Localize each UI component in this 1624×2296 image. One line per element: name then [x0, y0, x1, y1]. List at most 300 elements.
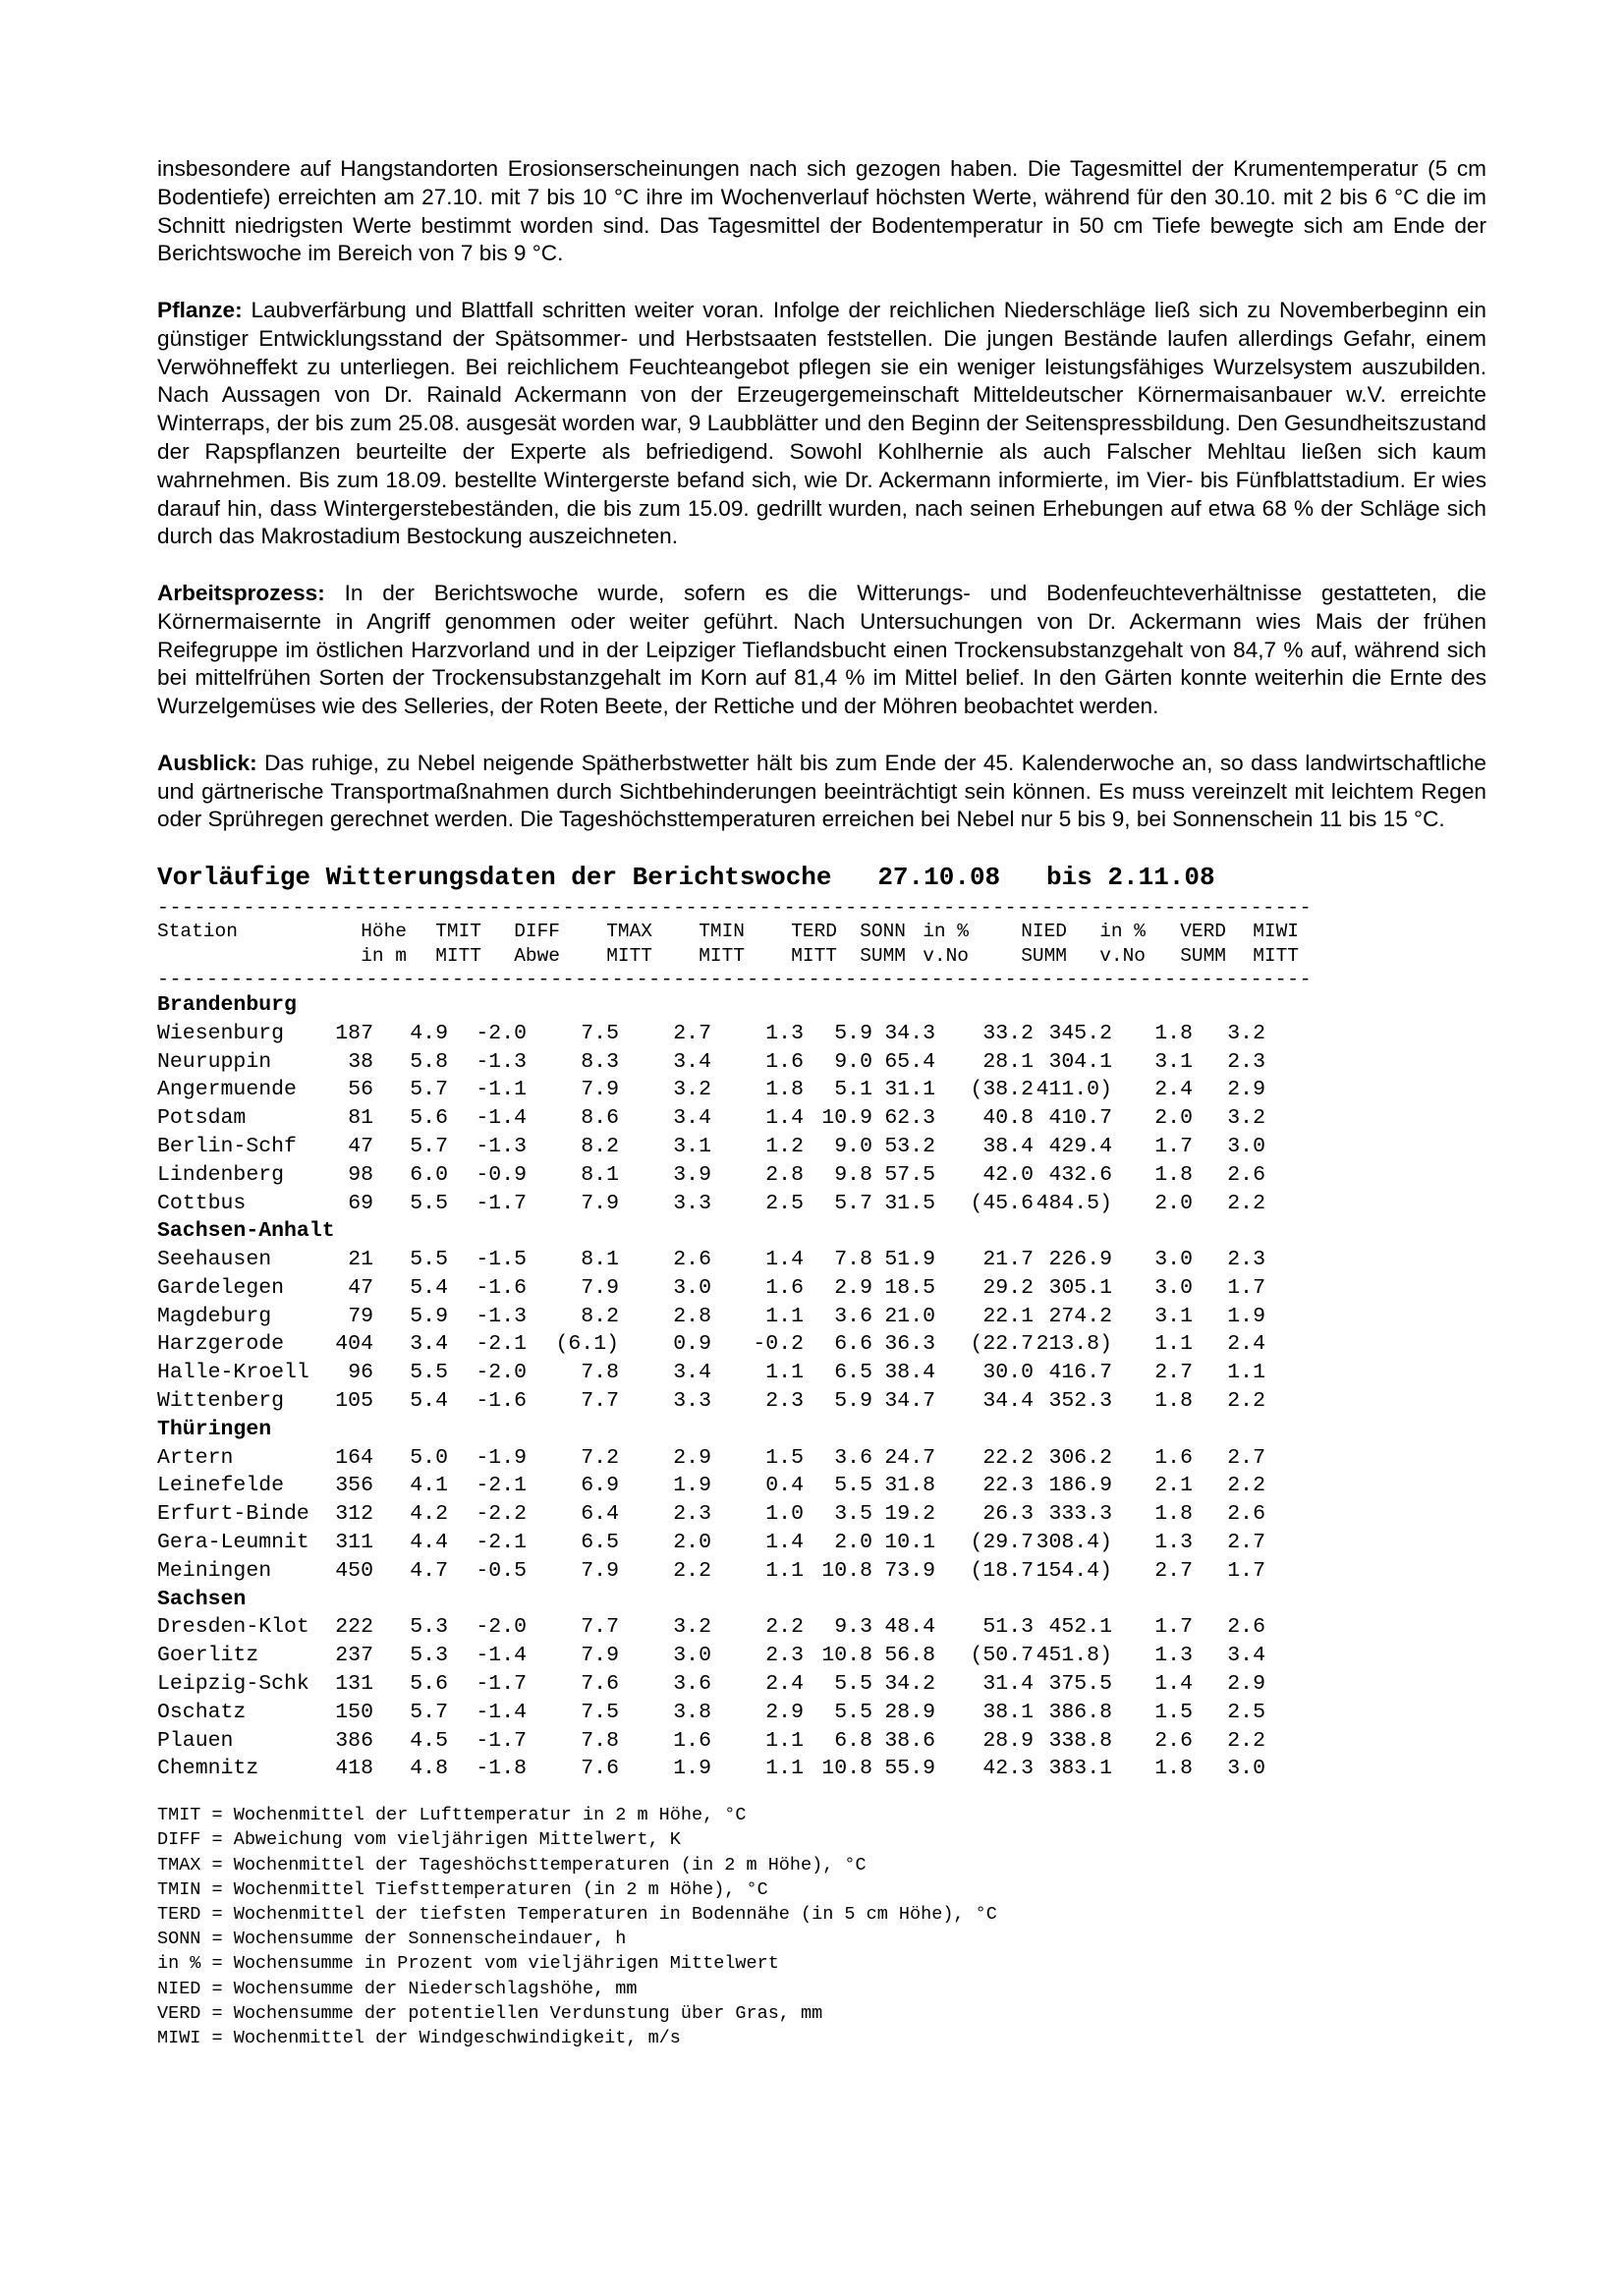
header-cell: VERD — [1180, 920, 1226, 942]
data-cell: 2.4 — [765, 1672, 804, 1697]
data-cell: 5.3 — [410, 1644, 448, 1668]
header-cell: Station — [157, 920, 238, 942]
data-cell: 3.6 — [834, 1445, 872, 1470]
data-cell: 3.0 — [673, 1275, 711, 1300]
data-cell: 5.8 — [410, 1049, 448, 1074]
data-cell: 18.5 — [884, 1275, 935, 1300]
data-cell: 2.2 — [765, 1615, 804, 1640]
data-cell: 432.6 — [1048, 1162, 1112, 1187]
data-cell: 19.2 — [884, 1502, 935, 1527]
table-row — [157, 1670, 1363, 1699]
legend-line: TERD = Wochenmittel der tiefsten Temperaturen in Bodennähe (in 5 cm Höhe), °C — [157, 1904, 997, 1926]
data-cell: -1.6 — [476, 1389, 527, 1414]
data-cell: 1.6 — [765, 1049, 804, 1074]
data-cell: 21 — [348, 1248, 373, 1272]
data-cell: 311 — [335, 1531, 373, 1555]
weather-data-table — [157, 898, 1363, 1783]
data-cell: 10.8 — [821, 1757, 872, 1781]
data-cell: 2.4 — [1154, 1078, 1193, 1102]
header-cell: Abwe — [514, 945, 560, 968]
data-cell: 21.0 — [884, 1304, 935, 1328]
data-cell: -1.3 — [476, 1304, 527, 1328]
data-cell: 56.8 — [884, 1644, 935, 1668]
data-cell: 3.0 — [1154, 1275, 1193, 1300]
data-cell: 65.4 — [884, 1049, 935, 1074]
data-cell: 2.1 — [1154, 1474, 1193, 1498]
data-cell: 187 — [335, 1021, 373, 1045]
data-cell: 81 — [348, 1106, 373, 1131]
data-cell: 306.2 — [1048, 1445, 1112, 1470]
data-cell: 352.3 — [1048, 1389, 1112, 1414]
data-cell: 7.9 — [581, 1078, 619, 1102]
report-text — [157, 155, 1486, 834]
data-cell: 5.6 — [410, 1672, 448, 1697]
data-cell: 2.5 — [1227, 1700, 1265, 1724]
data-cell: 2.5 — [765, 1191, 804, 1215]
station-name: Berlin-Schf — [157, 1134, 297, 1158]
data-cell: 2.3 — [765, 1389, 804, 1414]
data-cell: 3.4 — [673, 1049, 711, 1074]
data-cell: 416.7 — [1048, 1361, 1112, 1385]
data-cell: 3.2 — [673, 1078, 711, 1102]
state-heading: Sachsen-Anhalt — [157, 1219, 335, 1244]
data-cell: 34.3 — [884, 1021, 935, 1045]
data-cell: -1.7 — [476, 1672, 527, 1697]
data-cell: 1.7 — [1154, 1134, 1193, 1158]
data-cell: 7.6 — [581, 1672, 619, 1697]
data-cell: 2.2 — [1227, 1389, 1265, 1414]
data-cell: 7.8 — [834, 1248, 872, 1272]
station-name: Magdeburg — [157, 1304, 272, 1328]
data-cell: 3.4 — [410, 1332, 448, 1357]
data-cell: 4.8 — [410, 1757, 448, 1781]
header-cell: v.No — [1099, 945, 1146, 968]
data-cell: 1.9 — [673, 1757, 711, 1781]
data-cell: 38 — [348, 1049, 373, 1074]
paragraph — [157, 750, 1486, 834]
legend-line: DIFF = Abweichung vom vieljährigen Mittelwert, K — [157, 1829, 681, 1851]
data-cell: 3.0 — [673, 1644, 711, 1668]
data-cell: 2.2 — [1227, 1191, 1265, 1215]
data-cell: 5.7 — [410, 1700, 448, 1724]
data-cell: 2.6 — [1154, 1728, 1193, 1753]
data-cell: 5.4 — [410, 1389, 448, 1414]
data-cell: 305.1 — [1048, 1275, 1112, 1300]
data-cell: -1.7 — [476, 1728, 527, 1753]
station-name: Goerlitz — [157, 1644, 259, 1668]
data-cell: 2.2 — [1227, 1728, 1265, 1753]
header-cell: MITT — [1253, 945, 1299, 968]
data-cell: 0.9 — [673, 1332, 711, 1357]
data-cell: 5.9 — [834, 1021, 872, 1045]
data-cell: 22.3 — [982, 1474, 1034, 1498]
data-cell: 3.4 — [673, 1106, 711, 1131]
data-cell: 3.3 — [673, 1389, 711, 1414]
data-cell: (6.1) — [555, 1332, 619, 1357]
data-cell: 1.5 — [765, 1445, 804, 1470]
data-cell: 4.5 — [410, 1728, 448, 1753]
table-row — [157, 1104, 1363, 1133]
table-row — [157, 1557, 1363, 1586]
data-cell: -0.9 — [476, 1162, 527, 1187]
data-cell: 0.4 — [765, 1474, 804, 1498]
header-cell: SUMM — [1021, 945, 1067, 968]
header-cell: MITT — [606, 945, 652, 968]
paragraph-heading: Ausblick: — [157, 750, 257, 775]
table-row — [157, 1642, 1363, 1670]
table-date-to: 2.11.08 — [1107, 862, 1215, 892]
data-cell: 38.1 — [982, 1700, 1034, 1724]
paragraph-text: Das ruhige, zu Nebel neigende Spätherbstwetter hält bis zum Ende der 45. Kalenderwoche an, so dass landwirtschaftliche und gärtnerische Transportmaßnahmen durch Sichtbehinderungen beeinträchtigt sein können. Es muss vereinzelt mit leichtem Regen oder Sprühregen gerechnet werden. Die Tageshöchsttemperaturen erreichen bei Nebel nur 5 bis 9, bei Sonnenschein 11 bis 15 °C. — [157, 750, 1486, 832]
data-cell: 1.7 — [1227, 1558, 1265, 1583]
data-cell: 5.5 — [410, 1361, 448, 1385]
data-cell: -1.3 — [476, 1049, 527, 1074]
data-cell: 1.4 — [765, 1248, 804, 1272]
data-cell: 2.0 — [834, 1531, 872, 1555]
data-cell: 2.9 — [1227, 1672, 1265, 1697]
station-name: Artern — [157, 1445, 234, 1470]
data-cell: 1.8 — [1154, 1021, 1193, 1045]
data-cell: 5.5 — [410, 1248, 448, 1272]
header-cell: NIED — [1021, 920, 1067, 942]
data-cell: 2.2 — [1227, 1474, 1265, 1498]
data-cell: -2.2 — [476, 1502, 527, 1527]
data-cell: 1.9 — [1227, 1304, 1265, 1328]
data-cell: 164 — [335, 1445, 373, 1470]
data-cell: 3.1 — [1154, 1049, 1193, 1074]
table-row — [157, 1529, 1363, 1557]
data-cell: 9.3 — [834, 1615, 872, 1640]
data-cell: 5.9 — [834, 1389, 872, 1414]
data-cell: 26.3 — [982, 1502, 1034, 1527]
data-cell: 96 — [348, 1361, 373, 1385]
data-cell: 40.8 — [982, 1106, 1034, 1131]
data-cell: 105 — [335, 1389, 373, 1414]
data-cell: -1.4 — [476, 1106, 527, 1131]
data-cell: 2.3 — [1227, 1248, 1265, 1272]
legend-line: TMIN = Wochenmittel Tiefsttemperaturen (in 2 m Höhe), °C — [157, 1878, 768, 1900]
data-cell: 31.4 — [982, 1672, 1034, 1697]
data-cell: 2.8 — [765, 1162, 804, 1187]
data-cell: 1.1 — [765, 1757, 804, 1781]
station-name: Dresden-Klot — [157, 1615, 309, 1640]
table-row — [157, 1274, 1363, 1303]
data-cell: 4.2 — [410, 1502, 448, 1527]
data-cell: 21.7 — [982, 1248, 1034, 1272]
table-row — [157, 1330, 1363, 1359]
data-cell: 22.2 — [982, 1445, 1034, 1470]
data-cell: 2.9 — [673, 1445, 711, 1470]
data-cell: 2.0 — [673, 1531, 711, 1555]
data-cell: 1.9 — [673, 1474, 711, 1498]
data-cell: 9.0 — [834, 1049, 872, 1074]
data-cell: 69 — [348, 1191, 373, 1215]
data-cell: 7.6 — [581, 1757, 619, 1781]
data-cell: 47 — [348, 1275, 373, 1300]
table-row — [157, 1755, 1363, 1783]
data-cell: 383.1 — [1048, 1757, 1112, 1781]
data-cell: 404 — [335, 1332, 373, 1357]
data-cell: 4.4 — [410, 1531, 448, 1555]
data-cell: 57.5 — [884, 1162, 935, 1187]
data-cell: 51.3 — [982, 1615, 1034, 1640]
data-cell: 2.7 — [1154, 1558, 1193, 1583]
data-cell: 451.8) — [1036, 1644, 1112, 1668]
data-cell: -1.5 — [476, 1248, 527, 1272]
data-cell: -1.6 — [476, 1275, 527, 1300]
data-cell: 6.9 — [581, 1474, 619, 1498]
header-cell: TMIT — [435, 920, 481, 942]
data-cell: 3.2 — [1227, 1106, 1265, 1131]
data-cell: 8.1 — [581, 1248, 619, 1272]
document-page — [157, 155, 1486, 2050]
legend-line: TMAX = Wochenmittel der Tageshöchsttemperaturen (in 2 m Höhe), °C — [157, 1854, 867, 1876]
data-cell: 1.4 — [765, 1106, 804, 1131]
data-cell: 1.6 — [1154, 1445, 1193, 1470]
table-row — [157, 1699, 1363, 1727]
table-row — [157, 1613, 1363, 1642]
data-cell: 9.8 — [834, 1162, 872, 1187]
data-cell: 5.5 — [834, 1474, 872, 1498]
data-cell: 2.7 — [1227, 1445, 1265, 1470]
paragraph — [157, 155, 1486, 268]
data-cell: 29.2 — [982, 1275, 1034, 1300]
station-name: Wiesenburg — [157, 1021, 285, 1045]
data-cell: 24.7 — [884, 1445, 935, 1470]
data-cell: 131 — [335, 1672, 373, 1697]
station-name: Wittenberg — [157, 1389, 285, 1414]
data-cell: 56 — [348, 1078, 373, 1102]
data-cell: 308.4) — [1036, 1531, 1112, 1555]
data-cell: 1.1 — [765, 1558, 804, 1583]
data-cell: 5.7 — [410, 1078, 448, 1102]
data-cell: 411.0) — [1036, 1078, 1112, 1102]
data-cell: 34.2 — [884, 1672, 935, 1697]
data-cell: 226.9 — [1048, 1248, 1112, 1272]
data-cell: 2.0 — [1154, 1106, 1193, 1131]
data-cell: 8.2 — [581, 1304, 619, 1328]
data-cell: 1.1 — [1154, 1332, 1193, 1357]
data-cell: 2.3 — [765, 1644, 804, 1668]
data-cell: 4.7 — [410, 1558, 448, 1583]
data-cell: 73.9 — [884, 1558, 935, 1583]
header-cell: v.No — [923, 945, 969, 968]
data-cell: 53.2 — [884, 1134, 935, 1158]
header-cell: MITT — [699, 945, 745, 968]
header-cell: in m — [361, 945, 407, 968]
table-row — [157, 1303, 1363, 1331]
paragraph-text: Laubverfärbung und Blattfall schritten weiter voran. Infolge der reichlichen Niederschläge ließ sich zu Novemberbeginn ein günstiger Entwicklungsstand der Spätsommer- und Herbstsaaten feststellen. Die jungen Bestände laufen allerdings Gefahr, einem Verwöhneffekt zu unterliegen. Bei reichlichem Feuchteangebot pflegen sie ein weniger leistungsfähiges Wurzelsystem auszubilden. Nach Aussagen von Dr. Rainald Ackermann von der Erzeugergemeinschaft Mitteldeutscher Körnermaisanbauer w.V. erreichte Winterraps, der bis zum 25.08. ausgesät worden war, 9 Laubblätter und den Beginn der Seitenspressbildung. Den Gesundheitszustand der Rapspflanzen beurteilte der Experte als befriedigend. Sowohl Kohlhernie als auch Falscher Mehltau ließen sich kaum wahrnehmen. Bis zum 18.09. bestellte Wintergerste befand sich, wie Dr. Ackermann informierte, im Vier- bis Fünfblattstadium. Er wies darauf hin, dass Wintergerstebeständen, die bis zum 15.09. gedrillt wurden, nach seinen Erhebungen auf etwa 68 % der Schläge sich durch das Makrostadium Bestockung auszeichneten. — [157, 297, 1486, 549]
data-cell: -1.9 — [476, 1445, 527, 1470]
data-cell: 30.0 — [982, 1361, 1034, 1385]
data-cell: 2.3 — [1227, 1049, 1265, 1074]
data-cell: 34.4 — [982, 1389, 1034, 1414]
table-date-from: 27.10.08 — [877, 862, 1001, 892]
data-cell: 213.8) — [1036, 1332, 1112, 1357]
data-cell: 5.7 — [834, 1191, 872, 1215]
legend-line: MIWI = Wochenmittel der Windgeschwindigkeit, m/s — [157, 2028, 681, 2049]
paragraph — [157, 580, 1486, 721]
data-cell: 79 — [348, 1304, 373, 1328]
data-cell: 1.8 — [1154, 1502, 1193, 1527]
header-cell: DIFF — [514, 920, 560, 942]
paragraph-text: In der Berichtswoche wurde, sofern es die Witterungs- und Bodenfeuchteverhältnisse gestatteten, die Körnermaisernte in Angriff genommen oder weiter geführt. Nach Untersuchungen von Dr. Ackermann wies Mais der frühen Reifegruppe im östlichen Harzvorland und in der Leipziger Tieflandsbucht einen Trockensubstanzgehalt von 84,7 % auf, während sich bei mittelfrühen Sorten der Trockensubstanzgehalt im Korn auf 81,4 % im Mittel belief. In den Gärten konnte weiterhin die Ernte des Wurzelgemüses wie des Selleries, der Roten Beete, der Rettiche und der Möhren beobachtet werden. — [157, 580, 1486, 719]
table-title — [157, 863, 1486, 892]
data-cell: (50.7 — [970, 1644, 1034, 1668]
station-name: Angermuende — [157, 1078, 297, 1102]
table-row — [157, 1020, 1363, 1048]
data-cell: 2.9 — [765, 1700, 804, 1724]
data-cell: (22.7 — [970, 1332, 1034, 1357]
data-cell: 7.5 — [581, 1700, 619, 1724]
data-cell: 237 — [335, 1644, 373, 1668]
header-cell — [157, 944, 332, 970]
data-cell: 1.3 — [1154, 1644, 1193, 1668]
data-cell: 1.0 — [765, 1502, 804, 1527]
header-row-1 — [157, 920, 1363, 945]
station-name: Lindenberg — [157, 1162, 285, 1187]
station-name: Leipzig-Schk — [157, 1672, 309, 1697]
data-cell: 33.2 — [982, 1021, 1034, 1045]
station-name: Neuruppin — [157, 1049, 272, 1074]
data-cell: 4.9 — [410, 1021, 448, 1045]
data-cell: 345.2 — [1048, 1021, 1112, 1045]
table-row — [157, 1133, 1363, 1161]
paragraph — [157, 297, 1486, 551]
table-row — [157, 1359, 1363, 1387]
data-cell: 48.4 — [884, 1615, 935, 1640]
station-name: Erfurt-Binde — [157, 1502, 309, 1527]
data-cell: -2.1 — [476, 1531, 527, 1555]
header-row-2 — [157, 944, 1363, 970]
data-cell: 338.8 — [1048, 1728, 1112, 1753]
header-cell: MITT — [435, 945, 481, 968]
data-cell: 5.4 — [410, 1275, 448, 1300]
data-cell: 1.1 — [765, 1728, 804, 1753]
data-cell: 3.2 — [673, 1615, 711, 1640]
data-cell: (29.7 — [970, 1531, 1034, 1555]
data-cell: 3.0 — [1227, 1134, 1265, 1158]
data-cell: 31.1 — [884, 1078, 935, 1102]
data-cell: 304.1 — [1048, 1049, 1112, 1074]
data-cell: 5.5 — [834, 1700, 872, 1724]
data-cell: 42.3 — [982, 1757, 1034, 1781]
data-cell: 3.3 — [673, 1191, 711, 1215]
data-cell: 386.8 — [1048, 1700, 1112, 1724]
data-cell: 2.6 — [1227, 1502, 1265, 1527]
data-cell: 2.4 — [1227, 1332, 1265, 1357]
data-cell: 38.6 — [884, 1728, 935, 1753]
data-cell: 4.1 — [410, 1474, 448, 1498]
table-legend — [157, 1803, 1486, 2050]
table-rule-header: ---------------------------------------------------------------------------------------------- — [157, 969, 1313, 991]
paragraph-heading: Pflanze: — [157, 297, 243, 322]
data-cell: 7.8 — [581, 1728, 619, 1753]
data-cell: 10.8 — [821, 1558, 872, 1583]
data-cell: 31.5 — [884, 1191, 935, 1215]
data-cell: 386 — [335, 1728, 373, 1753]
data-cell: 3.9 — [673, 1162, 711, 1187]
station-name: Oschatz — [157, 1700, 247, 1724]
header-cell: in % — [923, 920, 969, 942]
data-cell: -1.4 — [476, 1644, 527, 1668]
data-cell: 1.8 — [1154, 1757, 1193, 1781]
data-cell: 62.3 — [884, 1106, 935, 1131]
data-cell: 6.6 — [834, 1332, 872, 1357]
data-cell: 3.8 — [673, 1700, 711, 1724]
data-cell: 3.1 — [1154, 1304, 1193, 1328]
data-cell: 1.8 — [1154, 1162, 1193, 1187]
data-cell: 1.8 — [765, 1078, 804, 1102]
data-cell: 7.7 — [581, 1389, 619, 1414]
data-cell: 10.8 — [821, 1644, 872, 1668]
header-cell: Höhe — [361, 920, 407, 942]
table-row — [157, 1444, 1363, 1473]
data-cell: 150 — [335, 1700, 373, 1724]
data-cell: (18.7 — [970, 1558, 1034, 1583]
table-row — [157, 1500, 1363, 1529]
legend-line: NIED = Wochensumme der Niederschlagshöhe, mm — [157, 1978, 638, 1999]
data-cell: 3.4 — [1227, 1644, 1265, 1668]
data-cell: 3.6 — [834, 1304, 872, 1328]
data-cell: 3.2 — [1227, 1021, 1265, 1045]
header-cell: TMIN — [699, 920, 745, 942]
data-cell: 2.7 — [1154, 1361, 1193, 1385]
data-cell: 8.1 — [581, 1162, 619, 1187]
data-cell: 452.1 — [1048, 1615, 1112, 1640]
table-row — [157, 1190, 1363, 1218]
data-cell: 10.1 — [884, 1531, 935, 1555]
table-date-separator: bis — [1045, 862, 1092, 892]
station-name: Gera-Leumnit — [157, 1531, 309, 1555]
data-cell: 3.0 — [1227, 1757, 1265, 1781]
data-cell: 28.9 — [884, 1700, 935, 1724]
data-cell: 6.5 — [834, 1361, 872, 1385]
data-cell: 7.8 — [581, 1361, 619, 1385]
data-cell: 5.7 — [410, 1134, 448, 1158]
paragraph-heading: Arbeitsprozess: — [157, 580, 325, 605]
data-cell: 2.7 — [1227, 1531, 1265, 1555]
data-cell: 2.3 — [673, 1502, 711, 1527]
table-row — [157, 1076, 1363, 1104]
data-cell: 1.6 — [765, 1275, 804, 1300]
data-cell: 8.6 — [581, 1106, 619, 1131]
data-cell: 6.8 — [834, 1728, 872, 1753]
data-cell: 418 — [335, 1757, 373, 1781]
legend-line: in % = Wochensumme in Prozent vom vieljährigen Mittelwert — [157, 1953, 779, 1975]
data-cell: 2.8 — [673, 1304, 711, 1328]
data-cell: 7.7 — [581, 1615, 619, 1640]
data-cell: 3.4 — [673, 1361, 711, 1385]
data-cell: 2.7 — [673, 1021, 711, 1045]
data-cell: 5.5 — [410, 1191, 448, 1215]
data-cell: -2.0 — [476, 1615, 527, 1640]
data-cell: 38.4 — [884, 1361, 935, 1385]
data-cell: 154.4) — [1036, 1558, 1112, 1583]
data-cell: 1.1 — [1227, 1361, 1265, 1385]
data-cell: 10.9 — [821, 1106, 872, 1131]
data-cell: 1.3 — [1154, 1531, 1193, 1555]
table-row — [157, 1387, 1363, 1416]
data-cell: 8.2 — [581, 1134, 619, 1158]
data-cell: -1.3 — [476, 1134, 527, 1158]
header-cell: MITT — [791, 945, 837, 968]
data-cell: 2.6 — [1227, 1162, 1265, 1187]
table-rule-top: ---------------------------------------------------------------------------------------------- — [157, 897, 1313, 920]
data-cell: 7.2 — [581, 1445, 619, 1470]
data-cell: 356 — [335, 1474, 373, 1498]
data-cell: -1.7 — [476, 1191, 527, 1215]
